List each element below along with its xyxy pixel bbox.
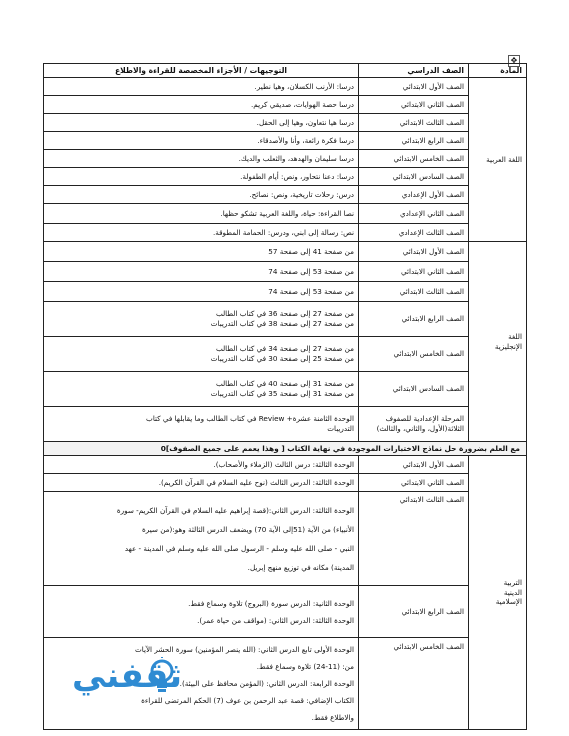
- content-line: من صفحة 41 إلى صفحة 57: [268, 246, 354, 256]
- content-cell: درسا فكرة رائعة، وأنا والأصدقاء.: [44, 132, 359, 150]
- grade-cell: الصف الرابع الابتدائي: [359, 302, 469, 337]
- content-line: من صفحة 31 إلى صفحة 35 في كتاب التدريبات: [210, 389, 354, 398]
- subject-religion-line1: التربية: [503, 578, 522, 588]
- content-line: الوحدة الثامنة عشرة+ Review في كتاب الطالب وما يقابلها في كتاب: [146, 414, 354, 424]
- content-line: المدينة) مكانه في توزيع منهج إبريل.: [247, 562, 354, 572]
- content-cell: درسا حصة الهوايات، صديقي كريم.: [44, 96, 359, 114]
- content-cell: [44, 474, 359, 492]
- table-row: [44, 204, 527, 224]
- content-cell: [44, 302, 359, 337]
- note-text: مع العلم بضرورة حل نماذج الاختبارات الموجودة في نهاية الكتاب [ وهذا يعمم على جميع الصفوف]0: [44, 442, 527, 456]
- content-line: من صفحة 31 إلى صفحة 40 في كتاب الطالب: [215, 379, 354, 389]
- table-row: [44, 168, 527, 186]
- content-cell: درسا هيا نتعاون، وهيا إلى الحقل.: [44, 114, 359, 132]
- table-row: [44, 282, 527, 302]
- grade-cell: الصف الأول الابتدائي: [359, 78, 469, 96]
- content-line: من صفحة 25 إلى صفحة 30 في كتاب التدريبات: [210, 354, 354, 363]
- content-line: الأنبياء) من الآية (51إلى الآية 70) ويضعف الدرس الثالثة وهو:(من سيرة: [141, 524, 354, 534]
- table-row: [44, 242, 527, 262]
- grade-line: المرحلة الإعدادية للصفوف: [385, 414, 464, 424]
- content-cell: نصا القراءة: حياة، واللغة العربية تشكو حظها.: [44, 204, 359, 224]
- table-row: [44, 456, 527, 474]
- guidance-table: [43, 63, 527, 730]
- grade-cell: الصف الخامس الابتدائي: [359, 337, 469, 372]
- grade-cell: الصف الأول الإعدادي: [359, 186, 469, 204]
- table-row: [44, 96, 527, 114]
- content-cell: [44, 262, 359, 282]
- content-cell: درس: رحلات تاريخية، ونص: نصائح.: [44, 186, 359, 204]
- table-row: [44, 337, 527, 372]
- content-cell: [44, 282, 359, 302]
- content-line: الوحدة الثالثة: الدرس الثاني: (مواقف من حياة عمر).: [197, 615, 354, 625]
- table-row: [44, 78, 527, 96]
- content-cell: [44, 407, 359, 442]
- content-line: من صفحة 27 إلى صفحة 34 في كتاب الطالب: [215, 344, 354, 354]
- content-cell: درسا سليمان والهدهد، والثعلب والديك.: [44, 150, 359, 168]
- content-line: الوحدة الأولى تابع الدرس الثاني: (الله ينصر المؤمنين) سورة الحشر الآيات: [135, 645, 354, 654]
- content-line: والاطلاع فقط.: [311, 713, 354, 722]
- table-row: [44, 586, 527, 638]
- content-line: الوحدة الثانية: الدرس سورة (البروج) تلاوة وسماع فقط.: [188, 598, 354, 608]
- table-row: [44, 262, 527, 282]
- content-line: التدريبات: [327, 424, 354, 433]
- subject-english-line1: اللغة: [508, 331, 522, 341]
- grade-cell: الصف الرابع الابتدائي: [359, 132, 469, 150]
- subject-arabic: اللغة العربية: [469, 78, 527, 242]
- subject-english: [469, 242, 527, 442]
- subject-english-line2: الإنجليزية: [494, 341, 522, 351]
- content-cell: [44, 242, 359, 262]
- grade-cell: الصف الثالث الابتدائي: [359, 114, 469, 132]
- header-subject: المادة: [469, 64, 527, 78]
- content-line: من صفحة 27 إلى صفحة 38 في كتاب التدريبات: [210, 319, 354, 328]
- grade-cell: الصف الثاني الابتدائي: [359, 474, 469, 492]
- content-line: من صفحة 27 إلى صفحة 36 في كتاب الطالب: [215, 309, 354, 319]
- grade-cell: [359, 407, 469, 442]
- subject-religion: [469, 456, 527, 730]
- grade-cell: الصف الثاني الابتدائي: [359, 96, 469, 114]
- table-row: [44, 150, 527, 168]
- grade-cell: الصف السادس الابتدائي: [359, 372, 469, 407]
- grade-cell: الصف الثالث الابتدائي: [359, 282, 469, 302]
- note-row: [44, 442, 527, 456]
- grade-cell: الصف الخامس الابتدائي: [359, 150, 469, 168]
- content-line: من: (11-24) تلاوة وسماع فقط.: [256, 662, 354, 671]
- grade-line: الثلاثة(الأول، والثاني، والثالث): [376, 424, 464, 433]
- content-line: الوحدة الثالثة: الدرس الثاني:(قصة إبراهيم عليه السلام في القرآن الكريم- سورة: [116, 505, 354, 515]
- grade-cell: الصف الخامس الابتدائي: [359, 638, 469, 730]
- content-cell: درسا: الأرنب الكسلان، وهيا نطير.: [44, 78, 359, 96]
- content-cell: [44, 492, 359, 586]
- logo-text: ثقفني: [72, 656, 182, 696]
- content-cell: [44, 586, 359, 638]
- table-header-row: [44, 64, 527, 78]
- move-cross-icon[interactable]: ✥: [508, 55, 520, 67]
- content-cell: نص: رسالة إلى ابني، ودرس: الحمامة المطوقة.: [44, 224, 359, 242]
- content-line: الوحدة الرابعة: الدرس الثاني: (المؤمن محافظ على البيئة).: [179, 679, 354, 688]
- content-cell: [44, 456, 359, 474]
- grade-cell: الصف الثالث الابتدائي: [359, 492, 469, 586]
- table-row: [44, 186, 527, 204]
- content-cell: [44, 337, 359, 372]
- content-line: من صفحة 53 إلى صفحة 74: [268, 266, 354, 276]
- grade-cell: الصف الثالث الإعدادي: [359, 224, 469, 242]
- content-line: من صفحة 53 إلى صفحة 74: [268, 286, 354, 296]
- grade-cell: الصف الثاني الابتدائي: [359, 262, 469, 282]
- content-line: النبي - صلى الله عليه وسلم - الرسول صلى الله عليه وسلم في المدينة - عهد: [124, 543, 354, 553]
- content-cell: [44, 372, 359, 407]
- table-row: [44, 492, 527, 586]
- table-row: [44, 132, 527, 150]
- grade-cell: الصف الأول الابتدائي: [359, 456, 469, 474]
- table-row: [44, 302, 527, 337]
- grade-cell: الصف الرابع الابتدائي: [359, 586, 469, 638]
- subject-religion-line3: الإسلامية: [495, 597, 522, 607]
- header-content: التوجيهات / الأجزاء المخصصة للقراءة والاطلاع: [44, 64, 359, 78]
- content-line: الكتاب الإضافي: قصة عبد الرحمن بن عوف (7) الحكم المرتضى للقراءة: [141, 696, 354, 705]
- content-line: الوحدة الثالثة: درس الثالث (الزملاء والأصحاب).: [213, 459, 354, 469]
- table-row: [44, 372, 527, 407]
- table-row: [44, 114, 527, 132]
- grade-cell: الصف الأول الابتدائي: [359, 242, 469, 262]
- header-grade: الصف الدراسي: [359, 64, 469, 78]
- table-row: [44, 474, 527, 492]
- content-cell: درسا: دعنا نتحاور، ونص: أيام الطفولة.: [44, 168, 359, 186]
- table-row: [44, 224, 527, 242]
- table-row: [44, 407, 527, 442]
- grade-cell: الصف السادس الابتدائي: [359, 168, 469, 186]
- content-line: الوحدة الثالثة: الدرس الثالث (نوح عليه السلام في القرآن الكريم).: [158, 477, 354, 487]
- subject-religion-line2: الدينية: [503, 587, 522, 597]
- grade-cell: الصف الثاني الإعدادي: [359, 204, 469, 224]
